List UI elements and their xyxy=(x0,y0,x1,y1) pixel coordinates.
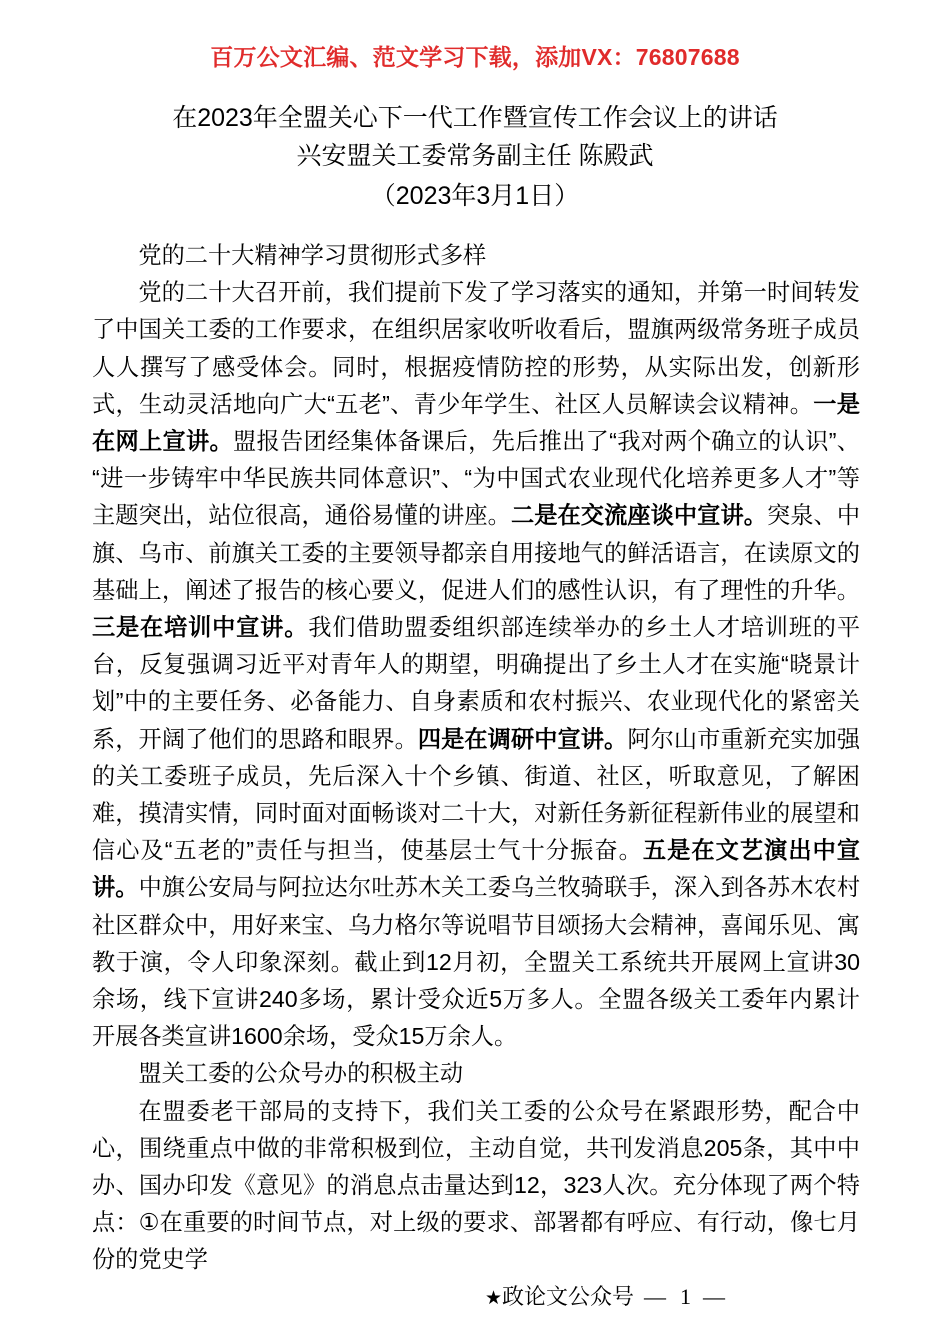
emphasis-run-1-1: 一是在网上宣讲。 xyxy=(92,390,860,455)
text-run-1-10: 中旗公安局与阿拉达尔吐苏木关工委乌兰牧骑联手，深入到各苏木农村社区群众中，用好来宝、乌力格尔等说唱节目颂扬大会精神，喜闻乐见、寓教于演，令人印象深刻。截止到12月初，全盟关工系统共开展网上宣讲30余场，线下宣讲240多场，累计受众近5万多人。全盟各级关工委年内累计开展各类宣讲1600余场，受众15万余人。 xyxy=(92,874,861,1050)
page-footer xyxy=(0,1283,950,1313)
para-1 xyxy=(92,274,860,1055)
footer-source-label: 政论文公众号 xyxy=(502,1284,635,1309)
footer-dash-right: — xyxy=(703,1284,728,1309)
text-run-1-2: 盟报告团经集体备课后，先后推出了“我对两个确立的认识”、“进一步铸牢中华民族共同体意识”、“为中国式农业现代化培养更多人才”等主题突出，站位很高，通俗易懂的讲座。 xyxy=(92,428,860,529)
heading-2 xyxy=(92,1055,860,1092)
document-date: （2023年3月1日） xyxy=(370,182,580,210)
text-run-1-0: 党的二十大召开前，我们提前下发了学习落实的通知，并第一时间转发了中国关工委的工作要求，在组织居家收听收看后，盟旗两级常务班子成员人人撰写了感受体会。同时，根据疫情防控的形势，从实际出发，创新形式，生动灵活地向广大“五老”、青少年学生、社区人员解读会议精神。 xyxy=(92,279,860,417)
heading-1 xyxy=(92,237,860,274)
text-run-3-0: 在盟委老干部局的支持下，我们关工委的公众号在紧跟形势，配合中心，围绕重点中做的非常积极到位，主动自觉，共刊发消息205条，其中中办、国办印发《意见》的消息点击量达到12，323人次。充分体现了两个特点：①在重要的时间节点，对上级的要求、部署都有呼应、有行动，像七月份的党史学 xyxy=(92,1097,860,1273)
emphasis-run-1-7: 四是在调研中宣讲。 xyxy=(417,725,628,752)
star-icon: ★ xyxy=(484,1288,503,1309)
emphasis-run-1-9: 五是在文艺演出中宣讲。 xyxy=(92,837,860,901)
text-run-2-0: 盟关工委的公众号办的积极主动 xyxy=(138,1060,464,1087)
document-subtitle: 兴安盟关工委常务副主任 陈殿武 xyxy=(296,142,654,170)
footer-dash-left: — xyxy=(644,1284,669,1309)
promo-banner: 百万公文汇编、范文学习下载，添加VX：76807688 xyxy=(210,44,740,70)
page-title: 在2023年全盟关心下一代工作暨宣传工作会议上的讲话 xyxy=(172,104,778,132)
title-block xyxy=(0,100,950,214)
text-run-1-6: 我们借助盟委组织部连续举办的乡土人才培训班的平台，反复强调习近平对青年人的期望，明确提出了乡土人才在实施“晓景计划”中的主要任务、必备能力、自身素质和农村振兴、农业现代化的紧密关系，开阔了他们的思路和眼界。 xyxy=(92,614,861,752)
emphasis-run-1-3: 二是在交流座谈中宣讲。 xyxy=(510,502,767,529)
para-2 xyxy=(92,1093,860,1279)
footer-inner xyxy=(223,1283,727,1313)
page-number: 1 xyxy=(680,1284,692,1309)
emphasis-run-1-5: 三是在培训中宣讲。 xyxy=(92,614,309,641)
text-run-1-4: 突泉、中旗、乌市、前旗关工委的主要领导都亲自用接地气的鲜活语言，在读原文的基础上，阐述了报告的核心要义，促进人们的感性认识，有了理性的升华。 xyxy=(92,502,861,603)
text-run-1-8: 阿尔山市重新充实加强的关工委班子成员，先后深入十个乡镇、街道、社区，听取意见，了解困难，摸清实情，同时面对面畅谈对二十大，对新任务新征程新伟业的展望和信心及“五老的”责任与担当，使基层士气十分振奋。 xyxy=(92,725,861,864)
document-body xyxy=(92,237,860,1279)
text-run-0-0: 党的二十大精神学习贯彻形式多样 xyxy=(138,242,487,268)
